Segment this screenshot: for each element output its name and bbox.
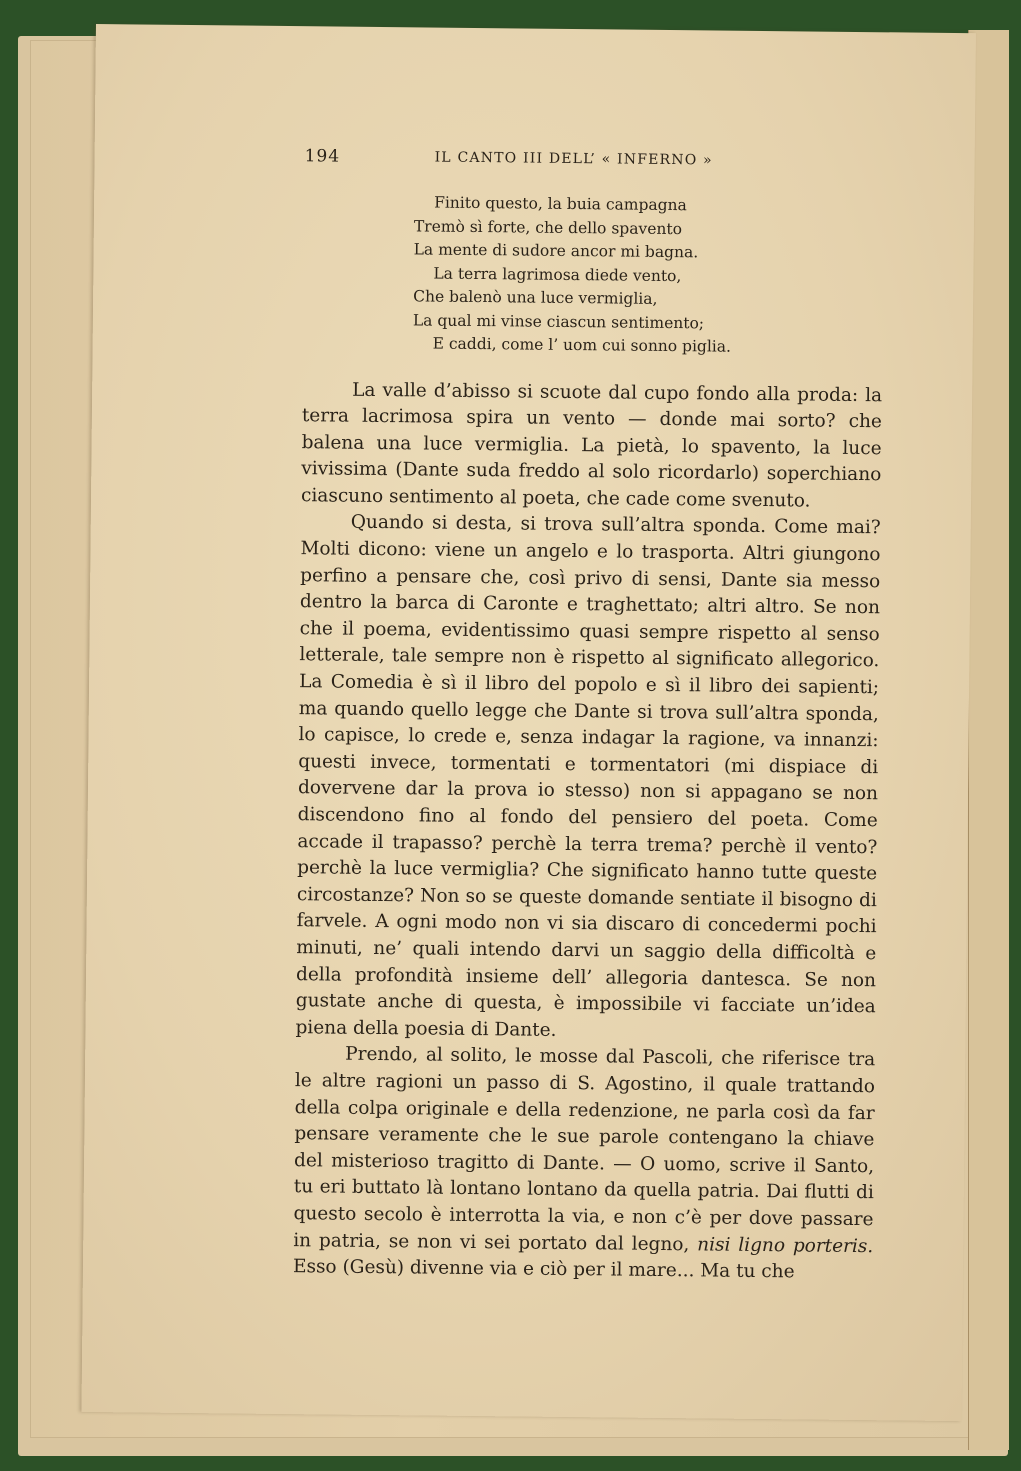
running-head: IL CANTO III DELL’ « INFERNO »	[434, 149, 713, 169]
latin-phrase: nisi ligno porteris.	[697, 1233, 874, 1257]
verse-line: La qual mi vinse ciascun sentimento;	[412, 310, 705, 332]
verse-line: Tremò sì forte, che dello spavento	[413, 216, 683, 238]
paragraph: Quando si desta, si trova sull’altra sponda. Come mai? Molti dicono: viene un angelo e lo trasporta. Altri giungono perfino a pensare che, così privo di sensi, Dante sia messo dentro la barca di Caronte e traghettato; altri altro. Se non che il poema, evidentissimo quasi sempre rispetto al senso letterale, tale sempre non è rispetto al significato allegorico. La Comedia è sì il libro del popolo e sì il libro dei sapienti; ma quando quello legge che Dante si trova sull’altra sponda, lo capisce, lo crede e, senza indagar la ragione, va innanzi: questi invece, tormentati e tormentatori (mi dispiace di dovervene dar la prova io stesso) non si appagano se non discendono fino al fondo del pensiero del poeta. Come accade il trapasso? perchè la terra trema? perchè il vento? perchè la luce vermiglia? Che significato hanno tutte queste circostanze? Non so se queste domande sentiate il bisogno di farvele. A ogni modo non vi sia discaro di concedermi pochi minuti, ne’ quali intendo darvi un saggio della difficoltà e della profondità insieme dell’ allegoria dantesca. Se non gustate anche di questa, è impossibile vi facciate un’idea piena della poesia di Dante.	[295, 512, 881, 1041]
verse-line: E caddi, come l’ uom cui sonno piglia.	[432, 334, 732, 356]
body-text	[293, 377, 882, 1287]
verse-quotation	[413, 191, 885, 360]
page-content	[293, 146, 885, 1287]
paragraph	[293, 1041, 875, 1286]
verse-line: La mente di sudore ancor mi bagna.	[413, 240, 699, 262]
page-fore-edge	[968, 30, 1009, 1450]
book-page	[81, 24, 975, 1421]
verse-line: Finito questo, la buia campagna	[434, 193, 687, 215]
verse-line: Che balenò una luce vermiglia,	[413, 287, 658, 308]
page-header	[304, 146, 884, 182]
paragraph: La valle d’abisso si scuote dal cupo fondo alla proda: la terra lacrimosa spira un vento — donde mai sorto? che balena una luce vermiglia. La pietà, lo spavento, la luce vivissima (Dante suda freddo al solo ricordarlo) soperchiano ciascuno sentimento al poeta, che cade come svenuto.	[300, 379, 883, 512]
verse-line: La terra lagrimosa diede vento,	[433, 264, 682, 285]
closing-text: Esso (Gesù) divenne via e ciò per il mare... Ma tu che	[292, 1256, 795, 1283]
page-number: 194	[304, 146, 341, 167]
paragraph-text: Prendo, al solito, le mosse dal Pascoli, che riferisce tra le altre ragioni un passo di S. Agostino, il quale trattando della colpa originale e della redenzione, ne parla così da far pensare veramente che le sue parole contengano la chiave del misterioso tragitto di Dante. — O uomo, scrive il Santo, tu eri buttato là lontano lontano da quella patria. Dai flutti di questo secolo è interrotta la via, e non c’è per dove passare in patria, se non vi sei portato dal legno,	[293, 1044, 876, 1255]
